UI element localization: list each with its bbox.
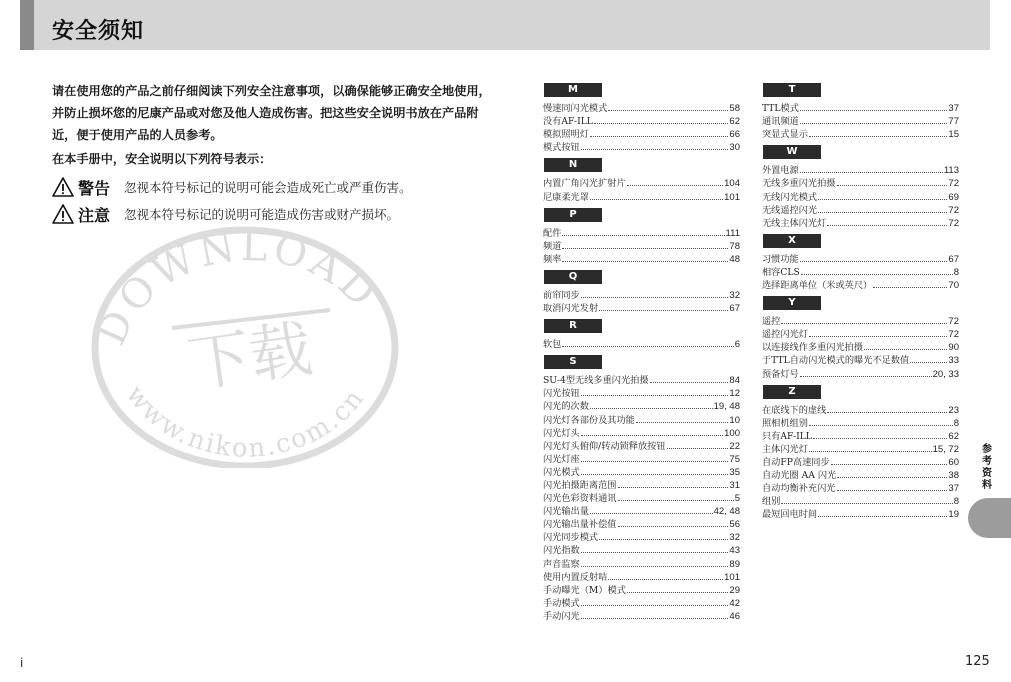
index-entry-label: 使用内置反射咭 <box>543 571 608 583</box>
index-entry-label: 于TTL自动闪光模式的曝光不足数值 <box>762 355 910 367</box>
index-entry-page: 38 <box>948 470 959 482</box>
dot-leader <box>837 490 948 491</box>
dot-leader <box>594 123 729 124</box>
index-entry-label: 最短回电时间 <box>762 509 818 521</box>
index-section-r <box>543 319 740 350</box>
index-entry-label: 通讯频道 <box>762 116 799 128</box>
index-entry <box>762 114 959 127</box>
index-entry-page: 67 <box>729 303 740 315</box>
dot-leader <box>618 487 729 488</box>
index-section-s <box>543 355 740 622</box>
index-entry <box>762 327 959 340</box>
index-entry-page: 72 <box>948 178 959 190</box>
index-entry <box>762 455 959 468</box>
index-entry-page: 70 <box>948 280 959 292</box>
index-entry-page: 8 <box>953 266 959 278</box>
page-number-left: i <box>20 656 24 670</box>
index-entry <box>543 517 740 530</box>
index-entry-label: 闪光的次数 <box>543 401 589 413</box>
dot-leader <box>800 123 948 124</box>
index-entry-page: 22 <box>729 440 740 452</box>
index-section-p <box>543 208 740 265</box>
index-entry <box>543 386 740 399</box>
index-entry <box>543 226 740 239</box>
index-section-z <box>762 385 959 521</box>
dot-leader <box>813 438 948 439</box>
dot-leader <box>827 225 947 226</box>
index-section-q <box>543 270 740 314</box>
index-letter-header: S <box>544 355 602 369</box>
index-entry-label: 闪光灯头俯仰/转动锁释放按钮 <box>543 440 666 452</box>
index-entry-page: 75 <box>729 453 740 465</box>
dot-leader <box>581 566 729 567</box>
index-entry <box>543 570 740 583</box>
index-entry <box>762 176 959 189</box>
page-number-right: 125 <box>965 654 990 669</box>
index-entry <box>762 442 959 455</box>
index-entry-label: 照相机组别 <box>762 417 808 429</box>
index-entry <box>762 127 959 140</box>
index-entry-label: 只有AF-ILL <box>762 430 812 442</box>
index-entry-page: 101 <box>724 191 740 203</box>
index-entry <box>543 426 740 439</box>
index-entry <box>762 403 959 416</box>
dot-leader <box>581 435 723 436</box>
index-entry-label: 自动均衡补充闪光 <box>762 483 836 495</box>
index-entry <box>762 429 959 442</box>
index-entry-label: 配件 <box>543 227 562 239</box>
index-entry-label: 习惯功能 <box>762 253 799 265</box>
index-entry-label: 频率 <box>543 253 562 265</box>
index-entry-label: 组别 <box>762 496 781 508</box>
dot-leader <box>581 297 729 298</box>
index-entry <box>762 189 959 202</box>
index-section-m <box>543 83 740 153</box>
index-entry-page: 42, 48 <box>713 506 740 518</box>
index-letter-header: R <box>544 319 602 333</box>
index-entry-page: 8 <box>953 496 959 508</box>
index-entry-page: 19, 48 <box>713 401 740 413</box>
dot-leader <box>599 539 728 540</box>
index-entry-label: 取消闪光发射 <box>543 303 599 315</box>
index-entry <box>543 478 740 491</box>
index-entry-label: 主体闪光灯 <box>762 443 808 455</box>
index-entry <box>543 583 740 596</box>
index-entry-label: 在底线下的虚线 <box>762 404 827 416</box>
index-letter-header: X <box>763 234 821 248</box>
index-entry <box>543 337 740 350</box>
index-entry-label: 遥控 <box>762 316 781 328</box>
index-entry <box>543 412 740 425</box>
dot-leader <box>800 261 948 262</box>
index-entry <box>543 504 740 517</box>
index-entry <box>543 288 740 301</box>
dot-leader <box>599 310 728 311</box>
dot-leader <box>809 451 932 452</box>
warning-description: 忽视本符号标记的说明可能会造成死亡或严重伤害。 <box>124 180 412 195</box>
dot-leader <box>608 110 728 111</box>
index-entry <box>762 314 959 327</box>
dot-leader <box>667 448 729 449</box>
index-column-1 <box>543 83 740 627</box>
index-letter-header: P <box>544 208 602 222</box>
index-entry-page: 8 <box>953 417 959 429</box>
dot-leader <box>801 274 953 275</box>
dot-leader <box>837 477 947 478</box>
index-entry <box>543 465 740 478</box>
dot-leader <box>581 552 729 553</box>
index-entry-page: 69 <box>948 191 959 203</box>
index-entry-page: 6 <box>734 339 740 351</box>
index-entry-page: 10 <box>729 414 740 426</box>
index-entry-page: 62 <box>729 116 740 128</box>
index-entry <box>543 176 740 189</box>
index-entry-page: 30 <box>729 142 740 154</box>
index-entry-label: 选择距离单位（米或英尺） <box>762 280 873 292</box>
side-tab <box>968 498 1011 538</box>
dot-leader <box>581 395 729 396</box>
index-entry-page: 90 <box>948 342 959 354</box>
dot-leader <box>581 461 729 462</box>
index-entry-label: 自动FP高速同步 <box>762 456 830 468</box>
index-entry-label: SU-4型无线多重闪光拍摄 <box>543 375 649 387</box>
index-entry <box>543 609 740 622</box>
index-entry-page: 32 <box>729 532 740 544</box>
index-entry <box>543 252 740 265</box>
index-entry-page: 58 <box>729 103 740 115</box>
index-entry-label: 内置广角闪光扩射片 <box>543 178 626 190</box>
index-entry-page: 5 <box>734 493 740 505</box>
index-entry-label: 以连接线作多重闪光拍摄 <box>762 342 864 354</box>
index-entry-page: 37 <box>948 103 959 115</box>
dot-leader <box>781 503 952 504</box>
symbols-line: 在本手册中，安全说明以下列符号表示： <box>52 152 272 166</box>
index-entry-page: 77 <box>948 116 959 128</box>
dot-leader <box>818 212 947 213</box>
dot-leader <box>800 172 943 173</box>
index-section-t <box>762 83 959 140</box>
dot-leader <box>818 199 947 200</box>
index-entry-page: 72 <box>948 217 959 229</box>
index-entry <box>762 416 959 429</box>
dot-leader <box>781 323 947 324</box>
index-entry <box>543 556 740 569</box>
index-entry <box>543 399 740 412</box>
index-entry <box>762 163 959 176</box>
index-entry-label: 闪光同步模式 <box>543 532 599 544</box>
index-letter-header: Q <box>544 270 602 284</box>
index-entry-label: 声音监察 <box>543 558 580 570</box>
dot-leader <box>581 618 729 619</box>
index-entry-label: 闪光灯各部份及其功能 <box>543 414 635 426</box>
dot-leader <box>618 500 734 501</box>
caution-description: 忽视本符号标记的说明可能造成伤害或财产损坏。 <box>124 207 400 222</box>
index-entry-label: 频道 <box>543 240 562 252</box>
index-entry-label: 无线多重闪光拍摄 <box>762 178 836 190</box>
index-entry <box>762 278 959 291</box>
dot-leader <box>608 579 723 580</box>
index-entry-page: 66 <box>729 129 740 141</box>
index-entry <box>543 189 740 202</box>
index-entry-page: 48 <box>729 253 740 265</box>
index-entry <box>762 494 959 507</box>
index-entry-label: 模拟照明灯 <box>543 129 589 141</box>
dot-leader <box>581 474 729 475</box>
index-letter-header: M <box>544 83 602 97</box>
dot-leader <box>590 136 728 137</box>
index-entry-label: 没有AF-ILL <box>543 116 593 128</box>
index-entry-page: 43 <box>729 545 740 557</box>
index-entry-label: 突显式显示 <box>762 129 808 141</box>
index-entry-label: 闪光灯座 <box>543 453 580 465</box>
index-letter-header: N <box>544 158 602 172</box>
dot-leader <box>581 605 729 606</box>
index-entry <box>762 481 959 494</box>
index-entry <box>543 373 740 386</box>
dot-leader <box>910 362 947 363</box>
index-entry <box>543 596 740 609</box>
index-entry-page: 32 <box>729 289 740 301</box>
index-column-2 <box>762 83 959 525</box>
index-entry-label: 闪光灯头 <box>543 427 580 439</box>
dot-leader <box>590 199 723 200</box>
dot-leader <box>627 592 729 593</box>
index-entry-label: 无线闪光模式 <box>762 191 818 203</box>
index-letter-header: T <box>763 83 821 97</box>
index-entry-label: 慢速同闪光模式 <box>543 103 608 115</box>
dot-leader <box>800 110 948 111</box>
caution-triangle-icon <box>52 204 74 224</box>
index-entry <box>762 216 959 229</box>
dot-leader <box>562 261 728 262</box>
index-entry <box>543 140 740 153</box>
index-entry-page: 72 <box>948 329 959 341</box>
index-entry-page: 37 <box>948 483 959 495</box>
index-entry-label: 闪光指数 <box>543 545 580 557</box>
index-entry-page: 111 <box>725 227 740 239</box>
dot-leader <box>873 287 947 288</box>
index-entry <box>543 114 740 127</box>
index-entry-page: 60 <box>948 456 959 468</box>
index-entry-label: 闪光按钮 <box>543 388 580 400</box>
intro-paragraph: 请在使用您的产品之前仔细阅读下列安全注意事项，以确保能够正确安全地使用，并防止损坏您的尼康产品或对您及他人造成伤害。把这些安全说明书放在产品附近，便于使用产品的人员参考。 <box>52 84 491 142</box>
dot-leader <box>581 149 729 150</box>
dot-leader <box>562 235 724 236</box>
index-entry-label: 模式按钮 <box>543 142 580 154</box>
index-entry-page: 19 <box>948 509 959 521</box>
index-entry-page: 46 <box>729 610 740 622</box>
dot-leader <box>809 425 953 426</box>
index-entry <box>543 439 740 452</box>
index-entry <box>543 127 740 140</box>
index-section-y <box>762 296 959 379</box>
index-entry <box>543 491 740 504</box>
index-entry-page: 42 <box>729 597 740 609</box>
dot-leader <box>627 185 723 186</box>
index-entry-label: 遥控闪光灯 <box>762 329 808 341</box>
index-entry-page: 29 <box>729 584 740 596</box>
index-entry-label: 相容CLS <box>762 266 800 278</box>
index-entry-page: 56 <box>729 519 740 531</box>
index-entry-label: 自动光圈 AA 闪光 <box>762 470 837 482</box>
index-section-x <box>762 234 959 291</box>
index-section-w <box>762 145 959 228</box>
index-entry <box>762 366 959 379</box>
index-entry-page: 31 <box>729 479 740 491</box>
index-letter-header: Z <box>763 385 821 399</box>
index-entry-label: 软包 <box>543 339 562 351</box>
index-entry-label: 尼康柔光罩 <box>543 191 589 203</box>
warning-triangle-icon <box>52 177 74 197</box>
index-entry-page: 33 <box>948 355 959 367</box>
index-entry-label: 预备灯号 <box>762 368 799 380</box>
dot-leader <box>618 526 729 527</box>
index-entry <box>762 340 959 353</box>
dot-leader <box>831 464 948 465</box>
dot-leader <box>800 376 932 377</box>
index-entry <box>543 543 740 556</box>
warning-label: 警告 <box>78 178 111 198</box>
index-entry-page: 100 <box>724 427 740 439</box>
index-section-n <box>543 158 740 202</box>
index-entry <box>543 101 740 114</box>
index-entry-page: 78 <box>729 240 740 252</box>
index-entry-label: 闪光输出量补偿值 <box>543 519 617 531</box>
warning-row <box>52 176 412 198</box>
index-entry-label: 闪光拍摄距离范围 <box>543 479 617 491</box>
dot-leader <box>809 136 947 137</box>
index-entry-page: 23 <box>948 404 959 416</box>
index-entry-page: 35 <box>729 466 740 478</box>
dot-leader <box>864 349 947 350</box>
dot-leader <box>562 346 733 347</box>
index-entry-label: 外置电源 <box>762 165 799 177</box>
index-entry-label: 闪光模式 <box>543 466 580 478</box>
caution-label: 注意 <box>78 205 111 225</box>
index-entry <box>762 353 959 366</box>
index-entry-page: 72 <box>948 204 959 216</box>
index-entry <box>762 265 959 278</box>
index-entry <box>762 507 959 520</box>
dot-leader <box>827 412 947 413</box>
watermark-center-text: 下载 <box>183 311 317 402</box>
index-entry-page: 72 <box>948 316 959 328</box>
dot-leader <box>590 513 713 514</box>
index-entry-page: 20, 33 <box>932 368 959 380</box>
index-entry-label: 无线主体闪光灯 <box>762 217 827 229</box>
watermark-arc-text: DOWNLOAD <box>88 223 388 352</box>
index-entry-label: 闪光色彩资料通讯 <box>543 493 617 505</box>
index-letter-header: W <box>763 145 821 159</box>
dot-leader <box>562 248 728 249</box>
dot-leader <box>590 408 713 409</box>
index-entry-label: 前帘同步 <box>543 289 580 301</box>
index-entry-page: 15 <box>948 129 959 141</box>
index-entry <box>543 530 740 543</box>
index-entry-page: 12 <box>729 388 740 400</box>
index-entry <box>762 252 959 265</box>
index-entry <box>762 101 959 114</box>
index-entry-label: 闪光输出量 <box>543 506 589 518</box>
index-entry-page: 89 <box>729 558 740 570</box>
index-entry-label: TTL模式 <box>762 103 799 115</box>
index-entry-page: 113 <box>943 165 959 177</box>
watermark-bottom-text: www.nikon.com.cn <box>119 380 371 464</box>
index-entry <box>762 468 959 481</box>
side-tab-label: 参考资料 <box>982 444 992 491</box>
index-entry-page: 84 <box>729 375 740 387</box>
index-entry-page: 101 <box>724 571 740 583</box>
index-entry <box>543 301 740 314</box>
index-entry-page: 15, 72 <box>932 443 959 455</box>
index-entry <box>543 452 740 465</box>
index-entry-page: 104 <box>724 178 740 190</box>
index-entry-label: 无线遥控闪光 <box>762 204 818 216</box>
dot-leader <box>809 336 947 337</box>
dot-leader <box>837 185 948 186</box>
title-bar <box>20 0 990 50</box>
download-watermark <box>80 218 410 468</box>
title-accent-bar <box>20 0 34 50</box>
dot-leader <box>818 516 947 517</box>
index-letter-header: Y <box>763 296 821 310</box>
index-entry <box>543 239 740 252</box>
index-entry <box>762 203 959 216</box>
index-entry-page: 67 <box>948 253 959 265</box>
index-entry-page: 62 <box>948 430 959 442</box>
index-entry-label: 手动闪光 <box>543 610 580 622</box>
dot-leader <box>650 382 729 383</box>
index-entry-label: 手动模式 <box>543 597 580 609</box>
index-entry-label: 手动曝光（M）模式 <box>543 584 626 596</box>
page-title: 安全须知 <box>52 19 145 44</box>
dot-leader <box>636 422 729 423</box>
